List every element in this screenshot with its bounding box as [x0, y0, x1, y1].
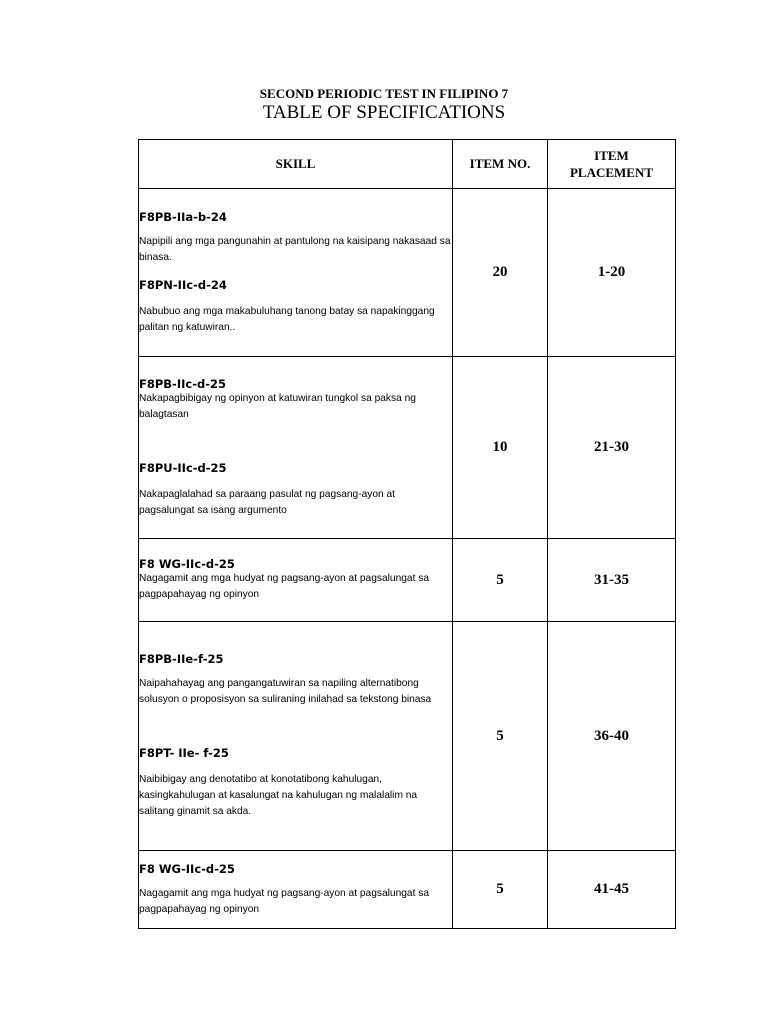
competency-code: F8PB-IIa-b-24: [139, 209, 227, 224]
table-row: [139, 357, 676, 539]
skill-cell: [139, 851, 453, 929]
tos-title: TABLE OF SPECIFICATIONS: [262, 102, 506, 123]
competency-description: Naipahahayag ang pangangatuwiran sa napiling alternatibong solusyon o proposisyon sa suliraning inilahad sa tekstong binasa: [139, 678, 432, 705]
table-row: [139, 189, 676, 357]
competency-description: Nagagamit ang mga hudyat ng pagsang-ayon at pagsalungat sa pagpapahayag ng opinyon: [139, 573, 429, 600]
item-no-cell: 20: [453, 189, 548, 357]
table-row: [139, 539, 676, 622]
skill-cell: [139, 189, 453, 357]
competency-description: Nabubuo ang mga makabuluhang tanong batay sa napakinggang palitan ng katuwiran..: [139, 305, 435, 333]
skill-header: SKILL: [139, 140, 453, 189]
table-row: [139, 622, 676, 851]
skill-cell: [139, 357, 453, 539]
item-no-cell: 5: [453, 851, 548, 929]
skill-cell: [139, 622, 453, 851]
item-no-cell: 5: [453, 622, 548, 851]
competency-description: Naibibigay ang denotatibo at konotatibong kahulugan, kasingkahulugan at kasalungat na kahulugan ng malalalim na salitang ginamit sa akda.: [139, 774, 418, 817]
competency-code: F8 WG-IIc-d-25: [139, 861, 235, 876]
competency-description: Nagagamit ang mga hudyat ng pagsang-ayon at pagsalungat sa pagpapahayag ng opinyon: [139, 887, 429, 915]
competency-description: Napipili ang mga pangunahin at pantulong na kaisipang nakasaad sa binasa.: [139, 235, 451, 263]
skill-cell: [139, 539, 453, 622]
competency-code: F8PU-IIc-d-25: [139, 460, 227, 475]
item-placement-cell: 1-20: [548, 189, 676, 357]
item-no-cell: 10: [453, 357, 548, 539]
competency-description: Nakapaglalahad sa paraang pasulat ng pagsang-ayon at pagsalungat sa isang argumento: [139, 488, 396, 516]
item-placement-cell: 41-45: [548, 851, 676, 929]
table-header-row: [139, 140, 676, 189]
test-title: SECOND PERIODIC TEST IN FILIPINO 7: [259, 86, 509, 101]
competency-code: F8PN-IIc-d-24: [139, 277, 227, 292]
item-no-header: ITEM NO.: [453, 140, 548, 189]
item-no-cell: 5: [453, 539, 548, 622]
specifications-table: [138, 139, 676, 929]
competency-code: F8PB-IIc-d-25: [139, 376, 226, 391]
competency-description: Nakapagbibigay ng opinyon at katuwiran tungkol sa paksa ng balagtasan: [139, 392, 416, 420]
item-placement-cell: 36-40: [548, 622, 676, 851]
competency-code: F8PT- IIe- f-25: [139, 746, 229, 760]
item-placement-header: ITEM PLACEMENT: [548, 140, 676, 189]
competency-code: F8PB-IIe-f-25: [139, 652, 224, 666]
item-placement-cell: 31-35: [548, 539, 676, 622]
table-row: [139, 851, 676, 929]
competency-code: F8 WG-IIc-d-25: [139, 557, 235, 571]
item-placement-cell: 21-30: [548, 357, 676, 539]
